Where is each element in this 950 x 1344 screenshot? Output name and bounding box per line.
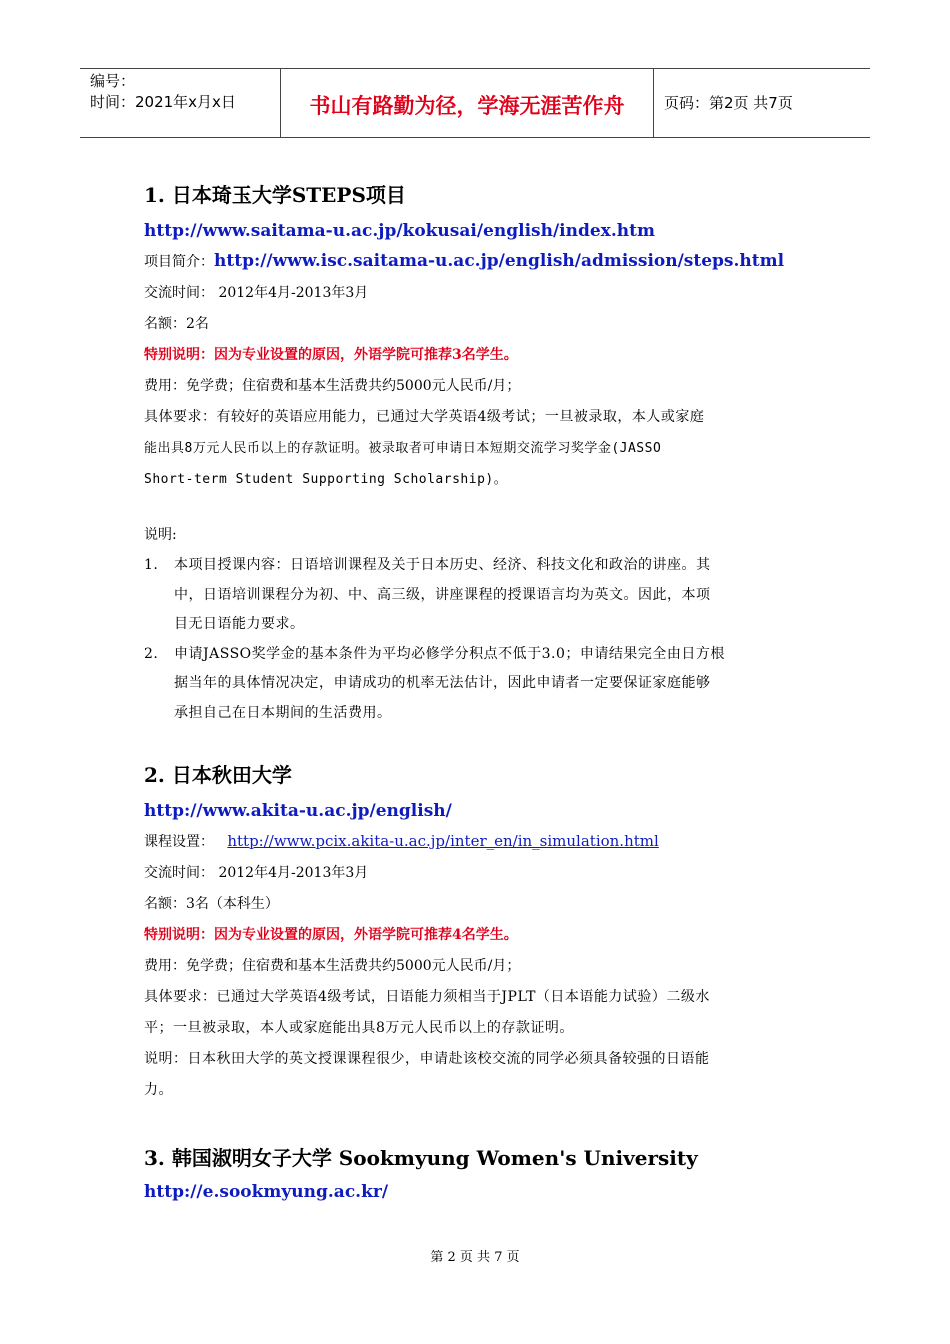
special-note: 特别说明：因为专业设置的原因，外语学院可推荐3名学生。 [144,347,518,363]
exchange-period: 交流时间： 2012年4月-2013年3月 [144,285,369,301]
section-title: 3. 韩国淑明女子大学 Sookmyung Women's University [144,1146,698,1170]
special-note: 特别说明：因为专业设置的原因，外语学院可推荐4名学生。 [144,927,518,943]
course-line [144,826,808,858]
fees: 费用：免学费；住宿费和基本生活费共约5000元人民币/月； [144,378,521,394]
note-line: 中，日语培训课程分为初、中、高三级，讲座课程的授课语言均为英文。因此，本项 [174,586,711,603]
serial-label: 编号： [90,72,136,90]
notes-list [144,551,808,728]
section-url-link[interactable]: http://e.sookmyung.ac.kr/ [144,1182,389,1202]
exchange-period: 交流时间： 2012年4月-2013年3月 [144,865,369,881]
page-header [80,68,870,138]
requirement-line: Short-term Student Supporting Scholarship)。 [144,472,508,487]
page-footer: 第 2 页 共 7 页 [430,1250,520,1265]
requirement-line: 具体要求：已通过大学英语4级考试，日语能力须相当于JPLT（日本语能力试验）二级水 [144,989,710,1005]
list-number: 1. [144,557,159,573]
fees: 费用：免学费；住宿费和基本生活费共约5000元人民币/月； [144,958,521,974]
section-url-link[interactable]: http://www.saitama-u.ac.jp/kokusai/english/index.htm [144,221,655,241]
header-motto: 书山有路勤为径，学海无涯苦作舟 [281,69,654,137]
note-line: 目无日语能力要求。 [174,616,305,632]
section-akita [144,760,808,1106]
section-saitama [144,180,808,728]
section-title: 2. 日本秋田大学 [144,763,292,787]
note-line: 申请JASSO奖学金的基本条件为平均必修学分积点不低于3.0；申请结果完全由日方根 [174,645,725,662]
intro-label: 项目简介： [144,254,214,270]
section-sookmyung [144,1143,808,1205]
intro-url-link[interactable]: http://www.isc.saitama-u.ac.jp/english/admission/steps.html [214,251,785,271]
quota: 名额：3名（本科生） [144,896,279,912]
document-body [144,180,808,1205]
header-meta-cell [80,69,281,137]
section-title: 1. 日本琦玉大学STEPS项目 [144,183,406,207]
requirement-line: 具体要求：有较好的英语应用能力，已通过大学英语4级考试；一旦被录取，本人或家庭 [144,409,705,425]
requirement-line: 能出具8万元人民币以上的存款证明。被录取者可申请日本短期交流学习奖学金(JASSO [144,441,662,456]
course-url-link[interactable]: http://www.pcix.akita-u.ac.jp/inter_en/in_simulation.html [227,832,659,850]
note-line: 说明：日本秋田大学的英文授课课程很少，申请赴该校交流的同学必须具备较强的日语能 [144,1051,710,1067]
header-page-info: 页码：第2页 共7页 [664,94,793,112]
intro-line [144,246,808,278]
notes-label: 说明: [144,527,177,543]
section-url-link[interactable]: http://www.akita-u.ac.jp/english/ [144,801,452,821]
list-item [144,551,808,640]
note-line: 本项目授课内容：日语培训课程及关于日本历史、经济、科技文化和政治的讲座。其 [174,557,711,573]
quota: 名额：2名 [144,316,209,332]
list-item [144,640,808,729]
date-label: 时间：2021年x月x日 [90,93,236,111]
list-number: 2. [144,645,159,662]
note-line: 据当年的具体情况决定，申请成功的机率无法估计，因此申请者一定要保证家庭能够 [174,675,711,691]
note-line: 承担自己在日本期间的生活费用。 [174,704,392,721]
note-line: 力。 [144,1082,173,1098]
course-label: 课程设置： [144,834,228,850]
requirement-line: 平；一旦被录取，本人或家庭能出具8万元人民币以上的存款证明。 [144,1020,574,1036]
